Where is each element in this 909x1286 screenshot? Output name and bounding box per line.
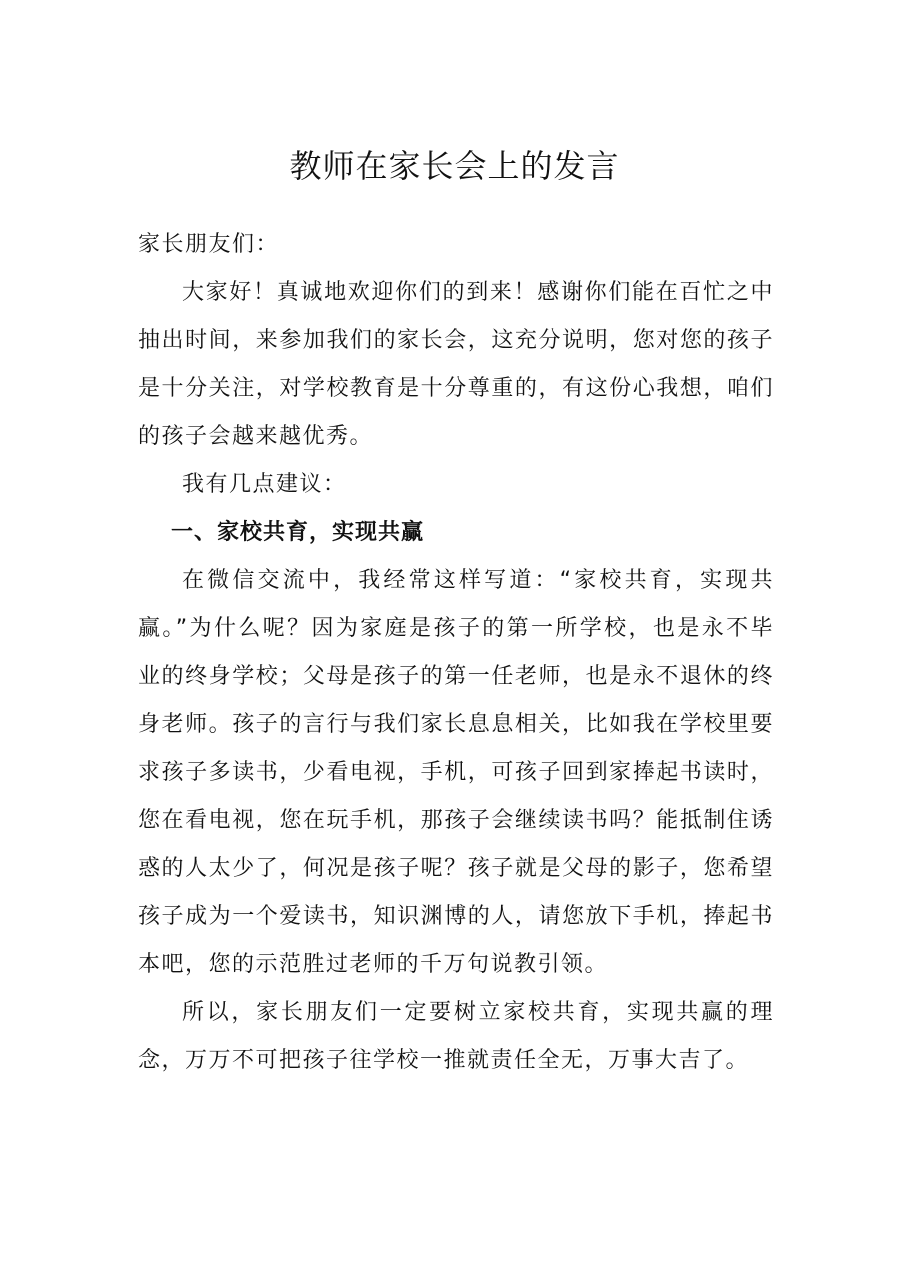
paragraph-conclusion: 所以，家长朋友们一定要树立家校共育，实现共赢的理念，万万不可把孩子往学校一推就责任全无，万事大吉了。 <box>138 1000 774 1073</box>
page-title: 教师在家长会上的发言 <box>289 147 620 186</box>
paragraph-home-school: 在微信交流中，我经常这样写道：“家校共育，实现共赢。”为什么呢？因为家庭是孩子的第一所学校，也是永不毕业的终身学校；父母是孩子的第一任老师，也是永不退休的终身老师。孩子的言行与我们家长息息相关，比如我在学校里要求孩子多读书，少看电视，手机，可孩子回到家捧起书读时，您在看电视，您在玩手机，那孩子会继续读书吗？能抵制住诱惑的人太少了，何况是孩子呢？孩子就是父母的影子，您希望孩子成为一个爱读书，知识渊博的人，请您放下手机，捧起书本吧，您的示范胜过老师的千万句说教引领。 <box>138 568 774 977</box>
section-heading-1: 一、家校共育，实现共赢 <box>171 520 425 545</box>
paragraph-suggestions-intro: 我有几点建议： <box>182 472 347 497</box>
paragraph-greeting: 大家好！真诚地欢迎你们的到来！感谢你们能在百忙之中抽出时间，来参加我们的家长会，这充分说明，您对您的孩子是十分关注，对学校教育是十分尊重的，有这份心我想，咱们的孩子会越来越优秀。 <box>138 280 774 449</box>
salutation: 家长朋友们： <box>138 232 280 257</box>
document-body <box>138 221 774 1085</box>
